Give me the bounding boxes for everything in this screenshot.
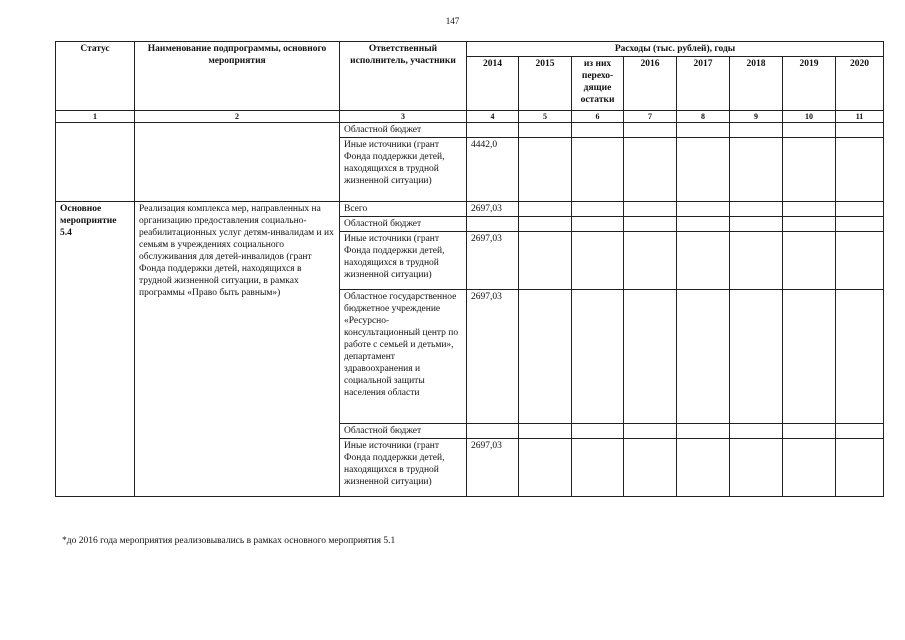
value-cell: 2697,03 (467, 439, 519, 497)
page-number: 147 (445, 16, 460, 26)
footnote: *до 2016 года мероприятия реализовывались в рамках основного мероприятия 5.1 (62, 536, 396, 546)
value-cell (467, 123, 519, 138)
name-cell: Реализация комплекса мер, направленных на организацию предоставления социально-реабилитационных услуг детям-инвалидам и их семьям в учреждениях социального обслуживания для детей-инвалидов (грант Фонда поддержки детей, находящихся в трудной жизненной ситуации, в рамках программы «Право быть равным») (135, 202, 340, 497)
column-number: 11 (836, 111, 884, 123)
column-number: 7 (624, 111, 677, 123)
column-numbers-row (56, 111, 884, 123)
budget-table (55, 41, 884, 497)
value-cell (467, 424, 519, 439)
value-cell (467, 217, 519, 232)
column-number: 5 (519, 111, 572, 123)
responsible-cell: Областной бюджет (340, 424, 467, 439)
header-name: Наименование подпрограммы, основного мероприятия (135, 42, 340, 111)
status-cell (56, 123, 135, 202)
column-number: 2 (135, 111, 340, 123)
responsible-cell: Всего (340, 202, 467, 217)
column-number: 4 (467, 111, 519, 123)
header-carryover: из них перехо-дящие остатки (572, 57, 624, 111)
header-year: 2015 (519, 57, 572, 111)
header-year: 2018 (730, 57, 783, 111)
header-row (56, 42, 884, 57)
value-cell: 2697,03 (467, 290, 519, 424)
responsible-cell: Иные источники (грант Фонда поддержки детей, находящихся в трудной жизненной ситуации) (340, 439, 467, 497)
header-year: 2019 (783, 57, 836, 111)
column-number: 8 (677, 111, 730, 123)
table-row (56, 202, 884, 217)
header-year: 2014 (467, 57, 519, 111)
status-cell: Основное мероприятие 5.4 (56, 202, 135, 497)
header-year: 2017 (677, 57, 730, 111)
column-number: 3 (340, 111, 467, 123)
header-year: 2020 (836, 57, 884, 111)
value-cell: 4442,0 (467, 138, 519, 202)
responsible-cell: Областной бюджет (340, 123, 467, 138)
value-cell: 2697,03 (467, 232, 519, 290)
responsible-cell: Иные источники (грант Фонда поддержки детей, находящихся в трудной жизненной ситуации) (340, 138, 467, 202)
name-cell (135, 123, 340, 202)
header-responsible: Ответственный исполнитель, участники (340, 42, 467, 111)
column-number: 6 (572, 111, 624, 123)
column-number: 9 (730, 111, 783, 123)
header-status: Статус (56, 42, 135, 111)
table-row (56, 123, 884, 138)
header-expenses: Расходы (тыс. рублей), годы (467, 42, 884, 57)
value-cell: 2697,03 (467, 202, 519, 217)
column-number: 1 (56, 111, 135, 123)
column-number: 10 (783, 111, 836, 123)
responsible-cell: Областное государственное бюджетное учреждение «Ресурсно-консультационный центр по работе с семьей и детьми», департамент здравоохранения и социальной защиты населения области (340, 290, 467, 424)
responsible-cell: Иные источники (грант Фонда поддержки детей, находящихся в трудной жизненной ситуации) (340, 232, 467, 290)
responsible-cell: Областной бюджет (340, 217, 467, 232)
header-year: 2016 (624, 57, 677, 111)
